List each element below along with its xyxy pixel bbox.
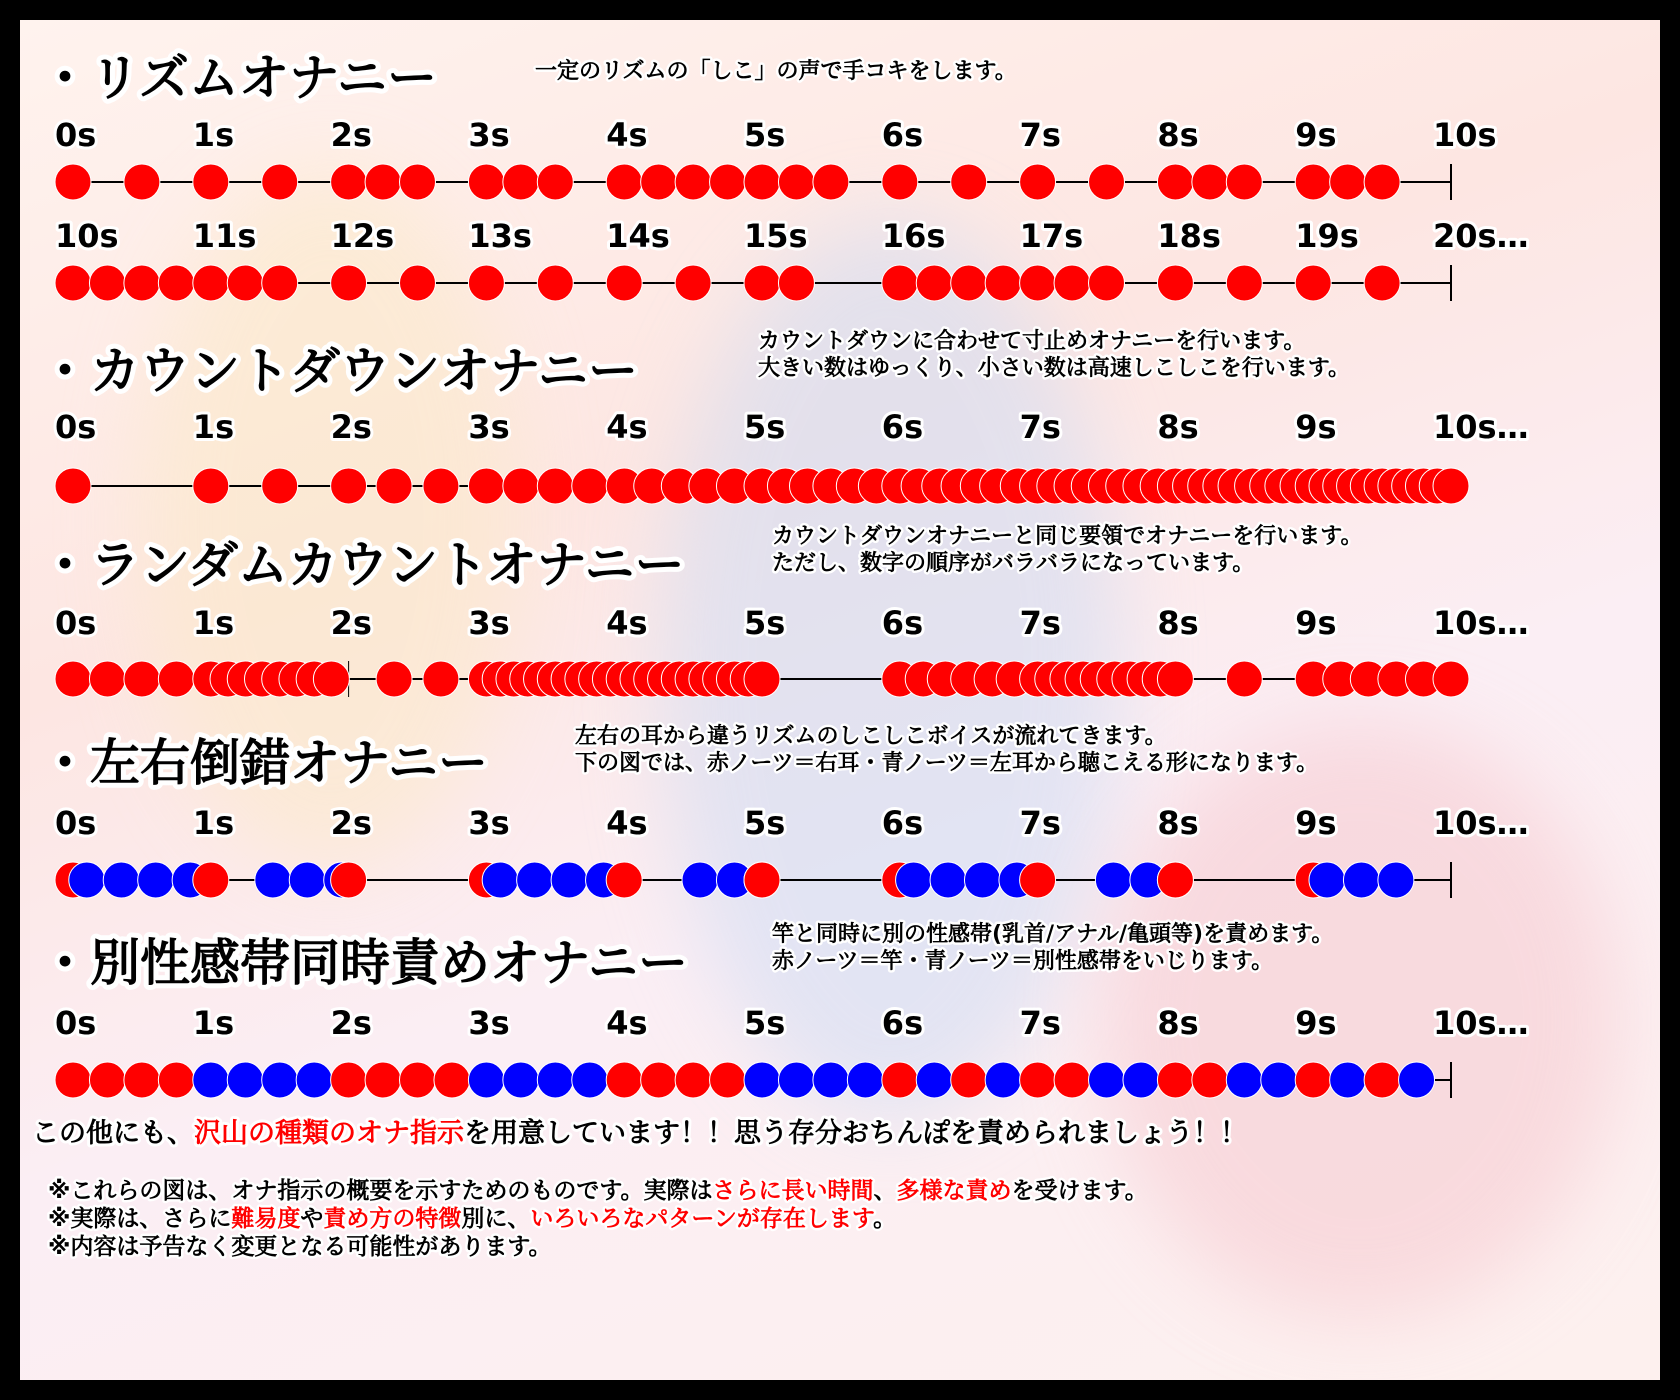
note-red bbox=[331, 1062, 367, 1098]
tick-label: 1s bbox=[192, 804, 235, 842]
note-blue bbox=[138, 862, 174, 898]
note-red bbox=[331, 265, 367, 301]
tick-label: 14s bbox=[606, 217, 670, 255]
note-red bbox=[985, 265, 1021, 301]
note-red bbox=[1226, 164, 1262, 200]
tick-label: 7s bbox=[1019, 804, 1061, 842]
note-red bbox=[1157, 862, 1193, 898]
note-red bbox=[331, 164, 367, 200]
tick-label: 19s bbox=[1295, 217, 1359, 255]
note-red bbox=[1157, 265, 1193, 301]
note-blue bbox=[682, 862, 718, 898]
note-red bbox=[606, 1062, 642, 1098]
note-blue bbox=[778, 1062, 814, 1098]
note-blue bbox=[296, 1062, 332, 1098]
note-red bbox=[744, 164, 780, 200]
note-red bbox=[89, 265, 125, 301]
note-red bbox=[813, 164, 849, 200]
tick-label: 15s bbox=[744, 217, 808, 255]
note-red bbox=[1020, 164, 1056, 200]
tick-label: 20s… bbox=[1433, 217, 1529, 255]
tick-label: 9s bbox=[1295, 1004, 1337, 1042]
note-red bbox=[400, 164, 436, 200]
note-red bbox=[537, 468, 573, 504]
note-red bbox=[882, 1062, 918, 1098]
note-red bbox=[124, 661, 160, 697]
infographic-panel bbox=[20, 20, 1660, 1380]
note-red bbox=[675, 1062, 711, 1098]
footer-text: ※内容は予告なく変更となる可能性があります。 bbox=[48, 1234, 552, 1260]
tick-label: 1s bbox=[192, 604, 235, 642]
note-red bbox=[158, 265, 194, 301]
tick-label: 1s bbox=[192, 1004, 235, 1042]
footer-note bbox=[48, 1233, 552, 1260]
tick-label: 5s bbox=[744, 1004, 786, 1042]
tick-label: 4s bbox=[606, 804, 648, 842]
note-blue bbox=[227, 1062, 263, 1098]
note-red bbox=[158, 1062, 194, 1098]
highlight-text: いろいろなパターンが存在します bbox=[530, 1206, 874, 1232]
tick-label: 10s… bbox=[1433, 408, 1529, 446]
highlight-text: 沢山の種類のオナ指示 bbox=[194, 1118, 464, 1149]
tick-label: 2s bbox=[330, 1004, 372, 1042]
note-red bbox=[675, 164, 711, 200]
note-red bbox=[193, 164, 229, 200]
note-red bbox=[882, 164, 918, 200]
note-blue bbox=[964, 862, 1000, 898]
tick-label: 4s bbox=[606, 604, 648, 642]
note-red bbox=[951, 164, 987, 200]
note-blue bbox=[193, 1062, 229, 1098]
note-red bbox=[89, 661, 125, 697]
note-red bbox=[606, 164, 642, 200]
note-red bbox=[744, 661, 780, 697]
note-red bbox=[1433, 661, 1469, 697]
tick-label: 3s bbox=[468, 408, 510, 446]
tick-label: 9s bbox=[1295, 804, 1337, 842]
note-red bbox=[124, 265, 160, 301]
note-red bbox=[503, 164, 539, 200]
note-blue bbox=[1123, 1062, 1159, 1098]
tick-label: 13s bbox=[468, 217, 532, 255]
note-blue bbox=[517, 862, 553, 898]
note-red bbox=[55, 1062, 91, 1098]
tick-label: 3s bbox=[468, 804, 510, 842]
note-red bbox=[468, 164, 504, 200]
tick-label: 9s bbox=[1295, 604, 1337, 642]
footer-text: や bbox=[300, 1206, 324, 1232]
note-blue bbox=[847, 1062, 883, 1098]
tick-label: 9s bbox=[1295, 408, 1337, 446]
note-blue bbox=[289, 862, 325, 898]
tick-label: 5s bbox=[744, 604, 786, 642]
tick-label: 1s bbox=[192, 408, 235, 446]
note-blue bbox=[744, 1062, 780, 1098]
note-blue bbox=[916, 1062, 952, 1098]
note-red bbox=[606, 265, 642, 301]
tick-label: 5s bbox=[744, 804, 786, 842]
section-description-random: ただし、数字の順序がバラバラになっています。 bbox=[772, 551, 1255, 576]
section-title-countdown: ・カウントダウンオナニー bbox=[40, 342, 638, 400]
note-red bbox=[1364, 265, 1400, 301]
note-red bbox=[158, 661, 194, 697]
note-red bbox=[193, 265, 229, 301]
tick-label: 0s bbox=[55, 804, 97, 842]
tick-label: 10s… bbox=[1433, 804, 1529, 842]
tick-label: 3s bbox=[468, 604, 510, 642]
note-blue bbox=[930, 862, 966, 898]
tick-label: 10s bbox=[1433, 116, 1497, 154]
note-red bbox=[423, 468, 459, 504]
note-red bbox=[537, 265, 573, 301]
note-red bbox=[1020, 265, 1056, 301]
footer-text: この他にも、 bbox=[32, 1118, 194, 1149]
tick-label: 10s… bbox=[1433, 604, 1529, 642]
note-red bbox=[1157, 661, 1193, 697]
note-red bbox=[227, 265, 263, 301]
note-red bbox=[606, 862, 642, 898]
section-description-lr: 左右の耳から違うリズムのしこしこボイスが流れてきます。 bbox=[575, 724, 1167, 749]
tick-label: 2s bbox=[330, 408, 372, 446]
tick-label: 7s bbox=[1019, 604, 1061, 642]
note-blue bbox=[1343, 862, 1379, 898]
footer-summary bbox=[32, 1117, 1247, 1149]
note-red bbox=[572, 468, 608, 504]
note-red bbox=[951, 265, 987, 301]
note-red bbox=[710, 164, 746, 200]
note-red bbox=[710, 1062, 746, 1098]
note-red bbox=[331, 862, 367, 898]
note-blue bbox=[551, 862, 587, 898]
note-red bbox=[262, 468, 298, 504]
tick-label: 0s bbox=[55, 1004, 97, 1042]
tick-label: 9s bbox=[1295, 116, 1337, 154]
tick-label: 6s bbox=[881, 604, 924, 642]
note-blue bbox=[1095, 862, 1131, 898]
highlight-text: 多様な責め bbox=[896, 1178, 1012, 1204]
note-red bbox=[1364, 1062, 1400, 1098]
note-red bbox=[916, 265, 952, 301]
note-red bbox=[1295, 1062, 1331, 1098]
tick-label: 7s bbox=[1019, 116, 1061, 154]
tick-label: 1s bbox=[192, 116, 235, 154]
diagram-canvas bbox=[20, 20, 1660, 1380]
note-red bbox=[1089, 164, 1125, 200]
tick-label: 16s bbox=[881, 217, 946, 255]
tick-label: 0s bbox=[55, 604, 97, 642]
tick-label: 5s bbox=[744, 408, 786, 446]
note-red bbox=[675, 265, 711, 301]
footer-text: を用意しています！！思う存分おちんぽを責められましょう！！ bbox=[464, 1118, 1247, 1149]
note-blue bbox=[896, 862, 932, 898]
note-red bbox=[1330, 164, 1366, 200]
note-red bbox=[262, 265, 298, 301]
note-red bbox=[1226, 265, 1262, 301]
tick-label: 6s bbox=[881, 116, 924, 154]
note-red bbox=[124, 1062, 160, 1098]
note-red bbox=[468, 468, 504, 504]
note-red bbox=[262, 164, 298, 200]
note-blue bbox=[813, 1062, 849, 1098]
note-red bbox=[1157, 1062, 1193, 1098]
note-red bbox=[641, 1062, 677, 1098]
footer-text: 別に、 bbox=[461, 1206, 531, 1232]
note-red bbox=[193, 862, 229, 898]
note-red bbox=[1433, 468, 1469, 504]
note-red bbox=[1054, 1062, 1090, 1098]
tick-label: 8s bbox=[1157, 804, 1199, 842]
note-red bbox=[365, 1062, 401, 1098]
note-red bbox=[423, 661, 459, 697]
note-red bbox=[1192, 1062, 1228, 1098]
section-description-rhythm: 一定のリズムの「しこ」の声で手コキをします。 bbox=[535, 59, 1017, 84]
note-red bbox=[193, 468, 229, 504]
note-red bbox=[434, 1062, 470, 1098]
note-blue bbox=[1399, 1062, 1435, 1098]
note-red bbox=[331, 468, 367, 504]
note-red bbox=[1020, 1062, 1056, 1098]
tick-label: 6s bbox=[881, 408, 924, 446]
note-red bbox=[882, 265, 918, 301]
footer-text: 、 bbox=[873, 1178, 897, 1204]
note-blue bbox=[1309, 862, 1345, 898]
tick-label: 6s bbox=[881, 804, 924, 842]
note-blue bbox=[69, 862, 105, 898]
note-blue bbox=[1089, 1062, 1125, 1098]
highlight-text: 難易度 bbox=[231, 1206, 301, 1232]
tick-label: 2s bbox=[330, 804, 372, 842]
section-title-lr: ・左右倒錯オナニー bbox=[40, 734, 488, 792]
note-blue bbox=[482, 862, 518, 898]
section-description-countdown: カウントダウンに合わせて寸止めオナニーを行います。 bbox=[758, 329, 1306, 354]
note-red bbox=[365, 164, 401, 200]
footer-text: を受けます。 bbox=[1011, 1178, 1148, 1204]
footer-text: ※実際は、さらに bbox=[48, 1206, 232, 1232]
section-description-multi: 竿と同時に別の性感帯(乳首/アナル/亀頭等)を責めます。 bbox=[772, 922, 1334, 947]
note-red bbox=[55, 164, 91, 200]
note-blue bbox=[1261, 1062, 1297, 1098]
footer-note bbox=[48, 1177, 1148, 1204]
note-red bbox=[313, 661, 349, 697]
tick-label: 0s bbox=[55, 116, 97, 154]
tick-label: 2s bbox=[330, 604, 372, 642]
tick-label: 4s bbox=[606, 408, 648, 446]
note-red bbox=[778, 265, 814, 301]
note-red bbox=[376, 661, 412, 697]
footer-text: ※これらの図は、オナ指示の概要を示すためのものです。実際は bbox=[48, 1178, 713, 1204]
note-red bbox=[1020, 862, 1056, 898]
note-red bbox=[1295, 265, 1331, 301]
note-blue bbox=[255, 862, 291, 898]
tick-label: 8s bbox=[1157, 408, 1199, 446]
note-blue bbox=[103, 862, 139, 898]
tick-label: 11s bbox=[192, 217, 257, 255]
note-blue bbox=[985, 1062, 1021, 1098]
tick-label: 6s bbox=[881, 1004, 924, 1042]
section-description-multi: 赤ノーツ＝竿・青ノーツ＝別性感帯をいじります。 bbox=[772, 949, 1274, 974]
note-red bbox=[1226, 661, 1262, 697]
note-red bbox=[55, 661, 91, 697]
highlight-text: さらに長い時間 bbox=[712, 1178, 874, 1204]
tick-label: 8s bbox=[1157, 116, 1199, 154]
note-red bbox=[1364, 164, 1400, 200]
tick-label: 5s bbox=[744, 116, 786, 154]
section-title-random: ・ランダムカウントオナニー bbox=[40, 536, 685, 594]
tick-label: 8s bbox=[1157, 604, 1199, 642]
note-red bbox=[400, 1062, 436, 1098]
note-red bbox=[89, 1062, 125, 1098]
note-red bbox=[55, 468, 91, 504]
tick-label: 10s… bbox=[1433, 1004, 1529, 1042]
note-red bbox=[503, 468, 539, 504]
note-red bbox=[1295, 164, 1331, 200]
note-blue bbox=[1378, 862, 1414, 898]
section-description-countdown: 大きい数はゆっくり、小さい数は高速しこしこを行います。 bbox=[758, 356, 1351, 381]
note-red bbox=[1192, 164, 1228, 200]
note-red bbox=[537, 164, 573, 200]
note-red bbox=[1157, 164, 1193, 200]
tick-label: 2s bbox=[330, 116, 372, 154]
section-title-rhythm: ・リズムオナニー bbox=[40, 49, 437, 107]
note-red bbox=[641, 164, 677, 200]
tick-label: 4s bbox=[606, 116, 648, 154]
note-blue bbox=[468, 1062, 504, 1098]
note-red bbox=[468, 265, 504, 301]
tick-label: 10s bbox=[55, 217, 119, 255]
note-red bbox=[1054, 265, 1090, 301]
tick-label: 0s bbox=[55, 408, 97, 446]
tick-label: 12s bbox=[330, 217, 395, 255]
tick-label: 3s bbox=[468, 1004, 510, 1042]
section-description-random: カウントダウンオナニーと同じ要領でオナニーを行います。 bbox=[772, 524, 1363, 549]
note-blue bbox=[572, 1062, 608, 1098]
note-blue bbox=[1226, 1062, 1262, 1098]
highlight-text: 責め方の特徴 bbox=[323, 1206, 462, 1232]
note-blue bbox=[537, 1062, 573, 1098]
note-red bbox=[778, 164, 814, 200]
note-red bbox=[400, 265, 436, 301]
note-red bbox=[744, 265, 780, 301]
section-title-multi: ・別性感帯同時責めオナニー bbox=[40, 934, 688, 992]
note-red bbox=[951, 1062, 987, 1098]
note-red bbox=[55, 265, 91, 301]
footer-note bbox=[48, 1205, 896, 1232]
footer-text: 。 bbox=[873, 1206, 897, 1232]
tick-label: 17s bbox=[1019, 217, 1084, 255]
tick-label: 8s bbox=[1157, 1004, 1199, 1042]
tick-label: 7s bbox=[1019, 408, 1061, 446]
note-red bbox=[744, 862, 780, 898]
tick-label: 7s bbox=[1019, 1004, 1061, 1042]
note-blue bbox=[262, 1062, 298, 1098]
tick-label: 4s bbox=[606, 1004, 648, 1042]
note-blue bbox=[1330, 1062, 1366, 1098]
note-red bbox=[124, 164, 160, 200]
tick-label: 18s bbox=[1157, 217, 1221, 255]
section-description-lr: 下の図では、赤ノーツ＝右耳・青ノーツ＝左耳から聴こえる形になります。 bbox=[575, 751, 1319, 776]
note-red bbox=[376, 468, 412, 504]
note-red bbox=[1089, 265, 1125, 301]
note-blue bbox=[503, 1062, 539, 1098]
tick-label: 3s bbox=[468, 116, 510, 154]
